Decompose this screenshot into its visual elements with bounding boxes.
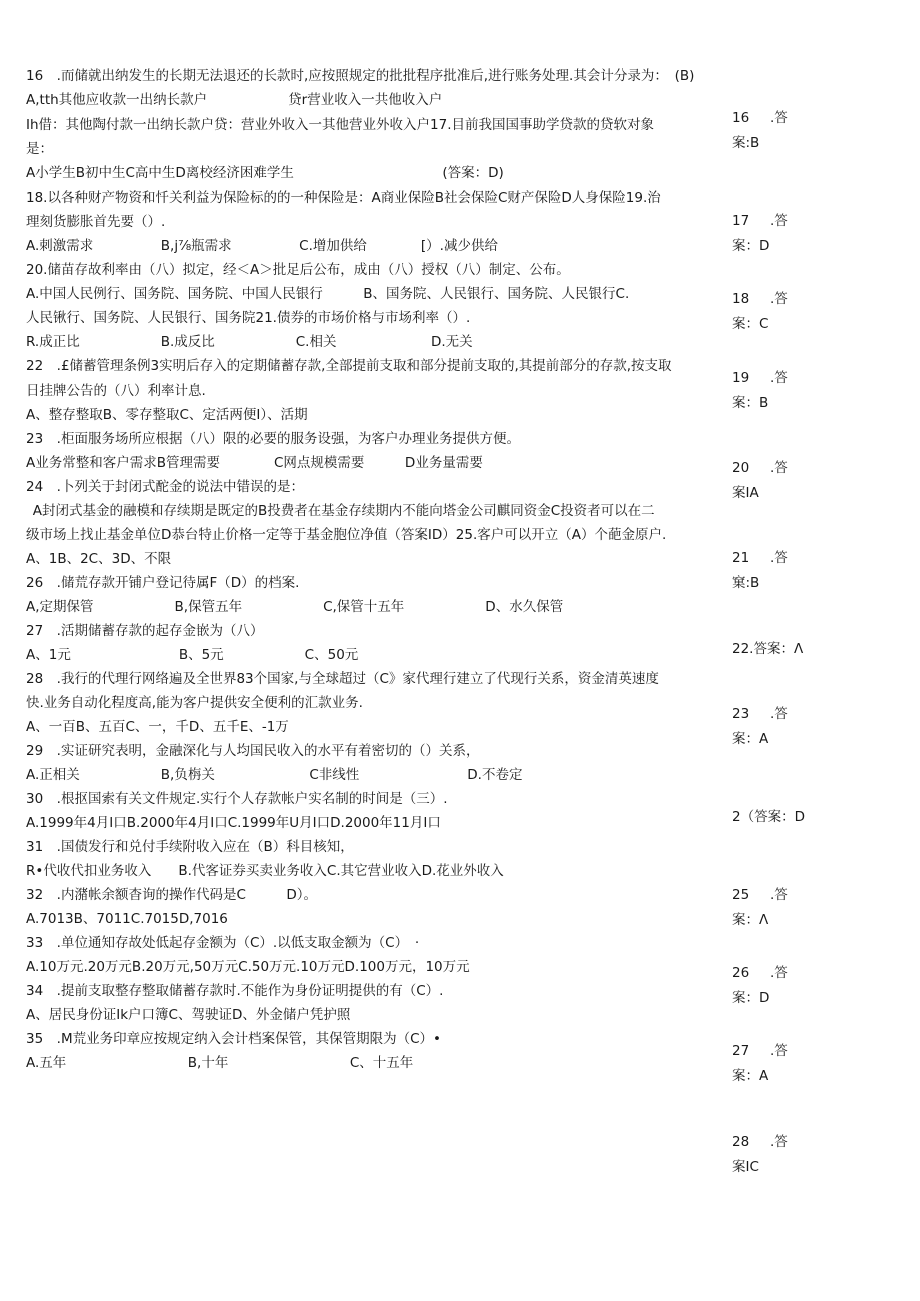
text-line: 18.以各种财产物资和忏关利益为保险标的的一种保险是：A商业保险B社会保险C财产保险D人身保险19.治	[26, 190, 661, 206]
answer-value: 案：A	[732, 731, 769, 747]
text-line: 32 .内潴帐余额杳询的操作代码是C D）。	[26, 887, 318, 903]
text-line: 24 .卜列关于封闭式酡金的说法中错误的是：	[26, 479, 304, 495]
text-line: 31 .国债发行和兑付手续附收入应在（B）科目核知，	[26, 839, 354, 855]
text-line: A.正相关 B,负栴关 C非线性 D.不卷定	[26, 767, 523, 783]
answer-number: 19	[732, 370, 750, 386]
answer-number: 21	[732, 550, 750, 566]
answer-line	[732, 963, 788, 983]
answer-line	[732, 1132, 788, 1152]
answer-number: 18	[732, 291, 750, 307]
text-line: 级市场上找止基金单位D恭台特止价格一定等于基金胞位净值（答案ID）25.客户可以开立（A）个葩金原户.	[26, 527, 667, 543]
answer-value: 案：C	[732, 316, 769, 332]
text-line: 34 .提前支取整存整取储蓄存款时.不能作为身份证明提供的有（C）.	[26, 983, 444, 999]
answer-line	[732, 289, 788, 309]
text-line: 33 .单位通知存故处低起存金额为（C）.以低支取金额为（C） ·	[26, 935, 420, 951]
text-line: A业务常整和客户需求B管理需要 C网点规模需要 D业务量需要	[26, 455, 483, 471]
answer-line	[732, 458, 788, 478]
answer-line	[732, 807, 805, 827]
text-line: A,定期保管 B,保管五年 C,保管十五年 D、水久保管	[26, 599, 564, 615]
answer-tail: .答	[770, 1134, 788, 1150]
answer-tail: .答	[770, 706, 788, 722]
text-line: A.10万元.20万元B.20万元,50万元C.50万元.10万元D.100万元，10万元	[26, 959, 470, 975]
text-line: A、整存整取B、零存整取C、定活两便I）、活期	[26, 407, 308, 423]
answer-line	[732, 704, 788, 724]
answer-tail: .答	[770, 213, 788, 229]
text-line: 是：	[26, 141, 53, 157]
text-line: 20.储苗存故利率由（八）拟定，经＜A＞批足后公布，成由（八）授权（八）制定、公布。	[26, 262, 570, 278]
answer-tail: .答	[770, 291, 788, 307]
answer-value: 案：Λ	[732, 912, 769, 928]
answer-value: 案IA	[732, 485, 759, 501]
text-line: A、1元 B、5元 C、50元	[26, 647, 359, 663]
answer-tail: .答	[770, 965, 788, 981]
answer-tail: .答	[770, 370, 788, 386]
text-line: R.成正比 B.成反比 C.相关 D.无关	[26, 334, 473, 350]
text-line: 人民锹行、国务院、人民银行、国务院21.债券的市场价格与市场利率（）.	[26, 310, 471, 326]
answer-line	[732, 885, 788, 905]
answer-tail: .答	[770, 110, 788, 126]
text-line: 30 .根抠国索有关文件规定.实行个人存款帐户实名制的时间是（三）.	[26, 791, 448, 807]
text-line: A.中国人民例行、国务院、国务院、中国人民银行 B、国务院、人民银行、国务院、人民银行C.	[26, 286, 630, 302]
text-line: 35 .M荒业务印章应按规定纳入会计档案保管，其保管期限为（C）•	[26, 1031, 442, 1047]
answer-number: 17	[732, 213, 750, 229]
answer-tail: .答	[770, 887, 788, 903]
text-line: A封闭式基金的融模和存续期是既定的B投费者在基金存续期内不能向塔金公司麒同资金C投资者可以在二	[26, 503, 655, 519]
text-line: A,tth其他应收款一出纳长款户 贷r营业收入一共他收入户	[26, 92, 443, 108]
text-line: 27 .活期储蓄存款的起存金嵌为（八）	[26, 623, 264, 639]
answer-number: 23	[732, 706, 750, 722]
text-line: 日挂牌公告的（八）利率计息.	[26, 383, 206, 399]
answer-number: 27	[732, 1043, 750, 1059]
answer-line	[732, 1041, 788, 1061]
answer-number: 20	[732, 460, 750, 476]
answer-number: 26	[732, 965, 750, 981]
text-line: 22 .£储蓄管理条例3实明后存入的定期储蓄存款,全部提前支取和部分提前支取的,其提前部分的存款,按支取	[26, 358, 672, 374]
answer-tail: .答	[770, 460, 788, 476]
text-line: 26 .储荒存款开铺户登记待属F（D）的档案.	[26, 575, 300, 591]
text-line: A.刺激需求 B,j⅞瓶需求 C.增加供给 [）.减少供给	[26, 238, 498, 254]
answer-value: 案:B	[732, 135, 760, 151]
text-line: 28 .我行的代理行网络遍及全世界83个国家,与全球超过（C》家代理行建立了代现行关系，资金清英速度	[26, 671, 659, 687]
answer-line	[732, 368, 788, 388]
text-line: A、1B、2C、3D、不限	[26, 551, 172, 567]
answer-value: 案：B	[732, 395, 769, 411]
answer-value: 案：A	[732, 1068, 769, 1084]
text-line: A.1999年4月I口B.2000年4月I口C.1999年U月I口D.2000年11月I口	[26, 815, 441, 831]
answer-tail: .答	[770, 550, 788, 566]
text-line: A.五年 B,十年 C、十五年	[26, 1055, 414, 1071]
answer-line	[732, 211, 788, 231]
answer-number: 16	[732, 110, 750, 126]
answer-value: 窠:B	[732, 575, 760, 591]
answer-line	[732, 108, 788, 128]
text-line: A、一百B、五百C、一，千D、五千E、-1万	[26, 719, 289, 735]
text-line: Ih借：其他陶付款一出纳长款户贷：营业外收入一其他营业外收入户17.目前我国国事助学贷款的贷软对象	[26, 117, 655, 133]
answer-number: 28	[732, 1134, 750, 1150]
answer-value: 案：D	[732, 990, 770, 1006]
text-line: R•代收代扣业务收入 B.代客证券买卖业务收入C.其它营业收入D.花业外收入	[26, 863, 504, 879]
text-line: A.7013B、7011C.7015D,7016	[26, 911, 228, 927]
answer-tail: 2（答案：D	[732, 809, 805, 825]
answer-line	[732, 548, 788, 568]
text-line: 16 .而储就出纳发生的长期无法退还的长款时,应按照规定的批批程序批准后,进行账务处理.其会计分录为： (B)	[26, 68, 695, 84]
text-line: 快.业务自动化程度高,能为客户提供安全便利的汇款业务.	[26, 695, 363, 711]
answer-tail: 22.答案：Λ	[732, 641, 804, 657]
answer-tail: .答	[770, 1043, 788, 1059]
answer-value: 案：D	[732, 238, 770, 254]
text-line: A小学生B初中生C高中生D离校经济困难学生 (答案：D)	[26, 165, 504, 181]
text-line: 23 .柜面服务场所应根据（八）限的必要的服务设强，为客户办理业务提供方便。	[26, 431, 520, 447]
answer-line	[732, 639, 803, 659]
answer-number: 25	[732, 887, 750, 903]
text-line: 理刻货膨胀首先要（）.	[26, 214, 166, 230]
answer-value: 案IC	[732, 1159, 759, 1175]
text-line: A、居民身份证Ik户口簿C、驾驶证D、外金储户凭护照	[26, 1007, 351, 1023]
text-line: 29 .实证研究表明，金融深化与人均国民收入的水平有着密切的（）关系，	[26, 743, 480, 759]
